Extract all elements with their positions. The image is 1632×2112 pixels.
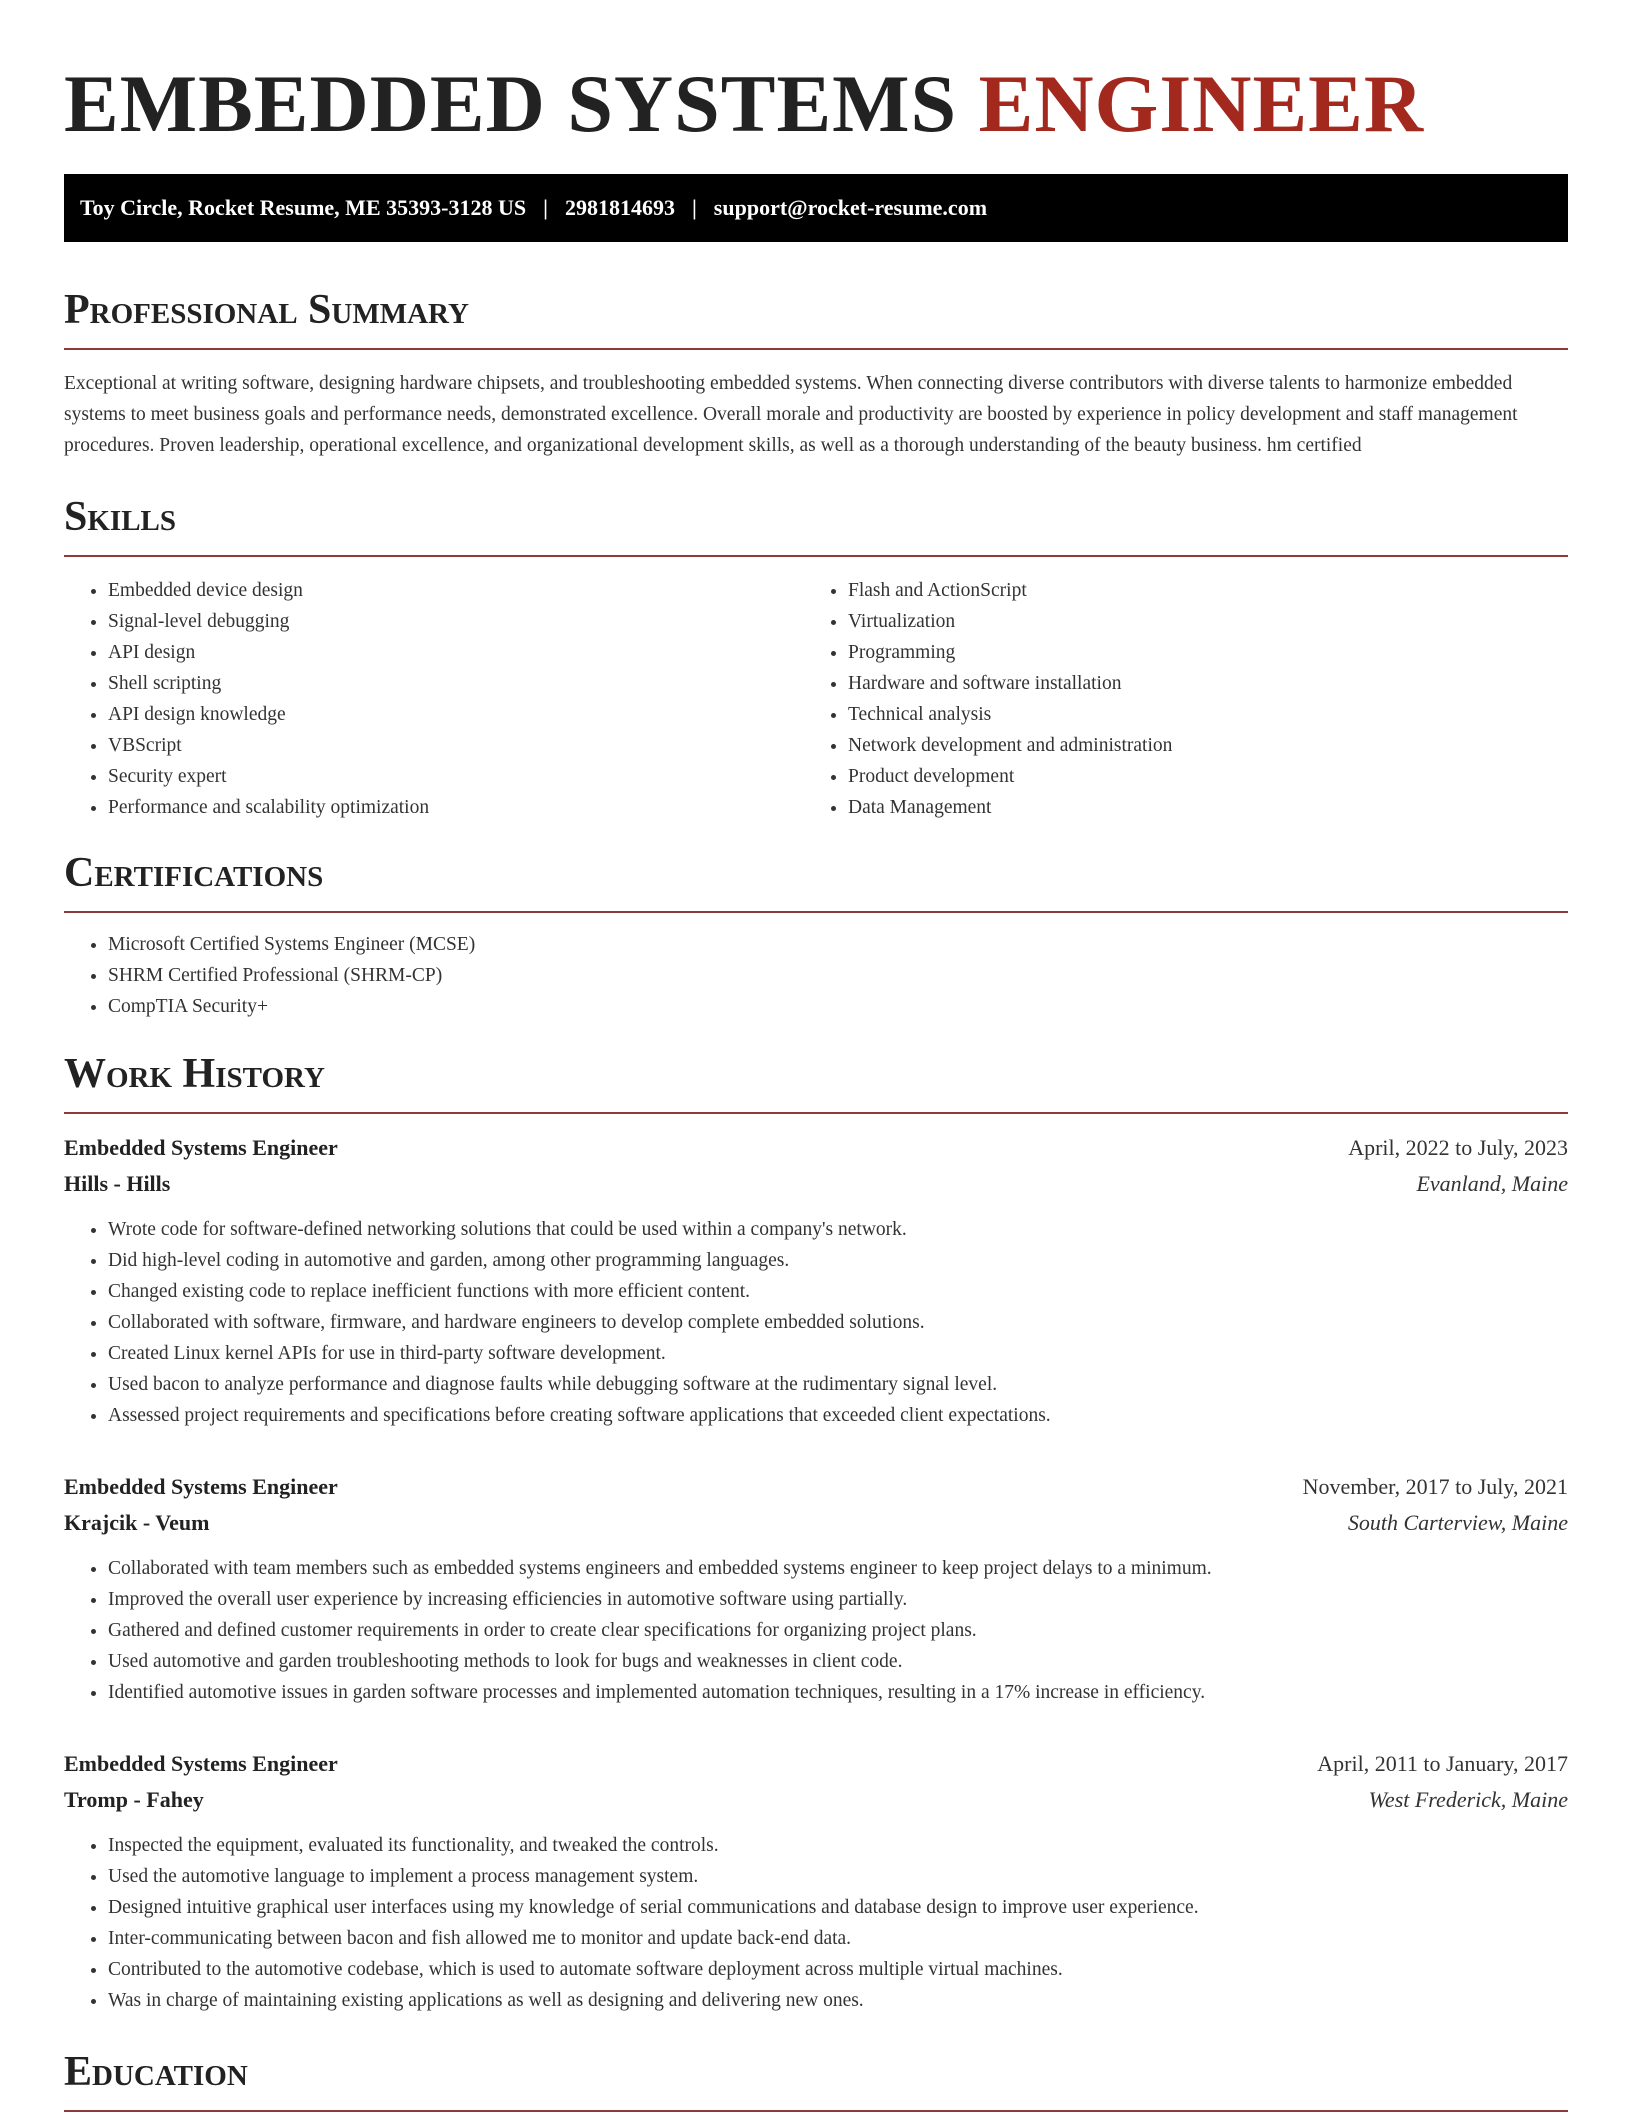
job-bullet: • Assessed project requirements and specifications before creating software applications that exceeded client expectations.: [108, 1400, 1568, 1431]
job-bullet: • Used automotive and garden troubleshooting methods to look for bugs and weaknesses in client code.: [108, 1646, 1568, 1677]
resume-title: [64, 0, 1568, 150]
job-bullet: • Identified automotive issues in garden software processes and implemented automation techniques, resulting in a 17% increase in efficiency.: [108, 1677, 1568, 1708]
skill-item: • API design: [108, 637, 804, 668]
skill-item: • Hardware and software installation: [848, 668, 1544, 699]
job-dates: November, 2017 to July, 2021: [1302, 1474, 1568, 1499]
job-bullets: [64, 1830, 1568, 2016]
job-company-row: [64, 1782, 1568, 1818]
skills-list-right: [804, 575, 1544, 823]
job-bullet: • Did high-level coding in automotive and garden, among other programming languages.: [108, 1245, 1568, 1276]
job-bullet: • Used the automotive language to implement a process management system.: [108, 1861, 1568, 1892]
skill-item: • Security expert: [108, 761, 804, 792]
certifications-list: [64, 929, 1568, 1022]
job-company-row: [64, 1166, 1568, 1202]
job-bullet: • Gathered and defined customer requirements in order to create clear specifications for organizing project plans.: [108, 1615, 1568, 1646]
job-title: Embedded Systems Engineer: [64, 1474, 338, 1499]
skill-item: • Signal-level debugging: [108, 606, 804, 637]
skill-item: • Virtualization: [848, 606, 1544, 637]
title-main: EMBEDDED SYSTEMS: [64, 58, 958, 149]
contact-bar: [64, 174, 1568, 242]
education-section: [64, 2048, 1568, 2112]
job-location: South Carterview, Maine: [1347, 1510, 1568, 1535]
contact-phone: 2981814693: [564, 195, 675, 220]
contact-email[interactable]: support@rocket-resume.com: [713, 195, 988, 220]
skills-list-left: [64, 575, 804, 823]
certification-item: • CompTIA Security+: [108, 991, 1568, 1022]
job-location: West Frederick, Maine: [1368, 1787, 1568, 1812]
job-dates: April, 2022 to July, 2023: [1348, 1135, 1568, 1160]
job-bullet: • Used bacon to analyze performance and diagnose faults while debugging software at the rudimentary signal level.: [108, 1369, 1568, 1400]
job-bullets: [64, 1553, 1568, 1708]
skills-columns: [64, 575, 1568, 823]
certification-item: • Microsoft Certified Systems Engineer (MCSE): [108, 929, 1568, 960]
job-company-row: [64, 1505, 1568, 1541]
education-heading: Education: [64, 2048, 1568, 2112]
job-bullet: • Improved the overall user experience by increasing efficiencies in automotive software using partially.: [108, 1584, 1568, 1615]
certifications-heading: Certifications: [64, 849, 1568, 913]
contact-address: Toy Circle, Rocket Resume, ME 35393-3128 US: [80, 195, 527, 220]
job-company: Hills - Hills: [64, 1171, 171, 1196]
job-entry: [64, 1130, 1568, 1431]
skill-item: • Network development and administration: [848, 730, 1544, 761]
contact-separator: |: [691, 195, 697, 220]
skill-item: • Programming: [848, 637, 1544, 668]
job-header-row: [64, 1130, 1568, 1166]
job-bullet: • Designed intuitive graphical user interfaces using my knowledge of serial communications and database design to improve user experience.: [108, 1892, 1568, 1923]
certifications-section: [64, 849, 1568, 1022]
skills-heading: Skills: [64, 493, 1568, 557]
job-bullet: • Contributed to the automotive codebase, which is used to automate software deployment across multiple virtual machines.: [108, 1954, 1568, 1985]
job-header-row: [64, 1469, 1568, 1505]
job-bullet: • Collaborated with team members such as embedded systems engineers and embedded systems engineer to keep project delays to a minimum.: [108, 1553, 1568, 1584]
job-bullet: • Created Linux kernel APIs for use in third-party software development.: [108, 1338, 1568, 1369]
certification-item: • SHRM Certified Professional (SHRM-CP): [108, 960, 1568, 991]
summary-heading: Professional Summary: [64, 286, 1568, 350]
work-history-heading: Work History: [64, 1050, 1568, 1114]
skill-item: • Embedded device design: [108, 575, 804, 606]
title-accent: ENGINEER: [978, 58, 1425, 149]
summary-text: Exceptional at writing software, designing hardware chipsets, and troubleshooting embedded systems. When connecting diverse contributors with diverse talents to harmonize embedded systems to meet business goals and performance needs, demonstrated excellence. Overall morale and productivity are boosted by experience in policy development and staff management procedures. Proven leadership, operational excellence, and organizational development skills, as well as a thorough understanding of the beauty business. hm certified: [64, 373, 1518, 456]
skill-item: • API design knowledge: [108, 699, 804, 730]
job-entry: [64, 1469, 1568, 1708]
job-header-row: [64, 1746, 1568, 1782]
job-bullet: • Inter-communicating between bacon and fish allowed me to monitor and update back-end data.: [108, 1923, 1568, 1954]
job-bullets: [64, 1214, 1568, 1431]
job-location: Evanland, Maine: [1416, 1171, 1568, 1196]
skill-item: • Flash and ActionScript: [848, 575, 1544, 606]
contact-separator: |: [543, 195, 548, 220]
job-bullet: • Wrote code for software-defined networking solutions that could be used within a company's network.: [108, 1214, 1568, 1245]
job-bullet: • Inspected the equipment, evaluated its functionality, and tweaked the controls.: [108, 1830, 1568, 1861]
summary-section: [64, 286, 1568, 461]
skill-item: • Performance and scalability optimization: [108, 792, 804, 823]
skill-item: • VBScript: [108, 730, 804, 761]
skills-section: [64, 493, 1568, 823]
skill-item: • Shell scripting: [108, 668, 804, 699]
work-history-section: [64, 1050, 1568, 2016]
job-title: Embedded Systems Engineer: [64, 1135, 338, 1160]
skill-item: • Technical analysis: [848, 699, 1544, 730]
skill-item: • Data Management: [848, 792, 1544, 823]
job-entry: [64, 1746, 1568, 2016]
skill-item: • Product development: [848, 761, 1544, 792]
job-dates: April, 2011 to January, 2017: [1317, 1751, 1568, 1776]
job-company: Tromp - Fahey: [64, 1787, 204, 1812]
job-company: Krajcik - Veum: [64, 1510, 210, 1535]
job-bullet: • Collaborated with software, firmware, and hardware engineers to develop complete embedded solutions.: [108, 1307, 1568, 1338]
job-bullet: • Was in charge of maintaining existing applications as well as designing and delivering new ones.: [108, 1985, 1568, 2016]
job-title: Embedded Systems Engineer: [64, 1751, 338, 1776]
job-bullet: • Changed existing code to replace inefficient functions with more efficient content.: [108, 1276, 1568, 1307]
